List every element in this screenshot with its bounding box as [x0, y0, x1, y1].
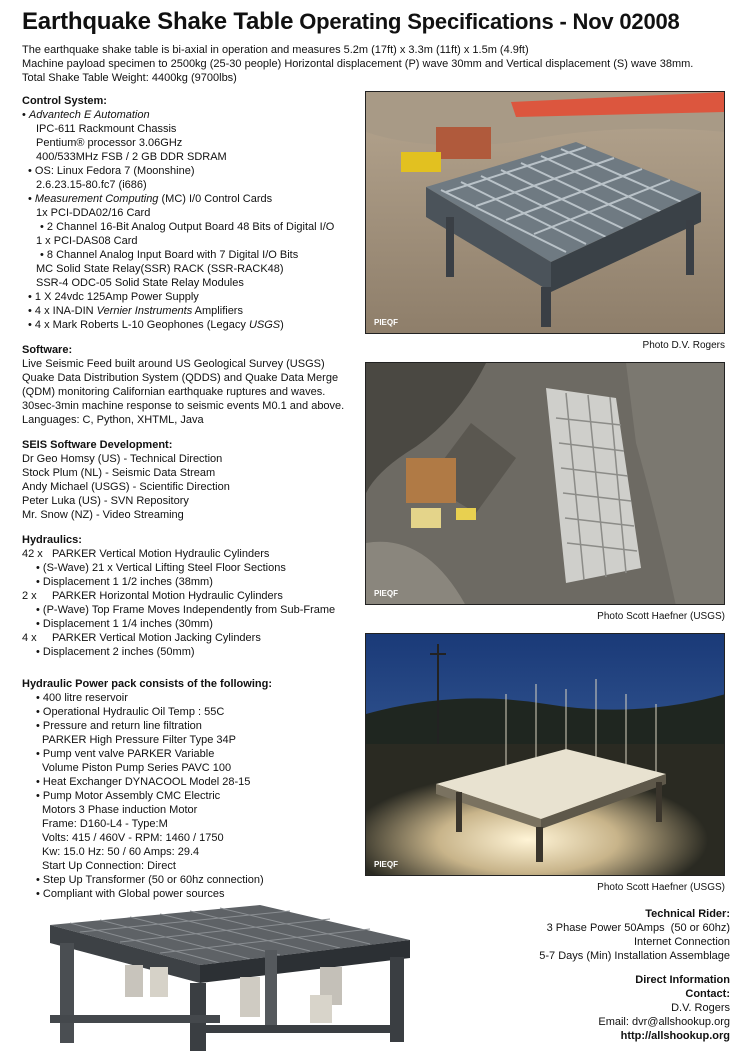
- powerpack-line: • Compliant with Global power sources: [22, 887, 367, 901]
- control-system-section: [22, 94, 367, 332]
- software-line: Quake Data Distribution System (QDDS) and Quake Data Merge: [22, 372, 339, 384]
- photo-tag: PIEQF: [374, 860, 399, 869]
- photo-aerial-view: [365, 362, 725, 605]
- hydraulics-heading: Hydraulics:: [22, 534, 82, 546]
- spec-line: 1x PCI-DDA02/16 Card: [36, 207, 151, 219]
- spec-column: [22, 94, 367, 912]
- intro-line: The earthquake shake table is bi-axial in operation and measures 5.2m (17ft) x 3.3m (11ft) x 1.5m (4.9ft): [22, 44, 529, 56]
- powerpack-line: Volume Piston Pump Series PAVC 100: [42, 762, 232, 774]
- photo-tag: PIEQF: [374, 589, 399, 598]
- hydraulics-section: [22, 533, 367, 659]
- spec-line: IPC-611 Rackmount Chassis: [36, 123, 177, 135]
- photo-caption: Photo D.V. Rogers: [642, 340, 725, 351]
- spec-line: • 2 Channel 16-Bit Analog Output Board 48 Bits of Digital I/O: [22, 220, 367, 234]
- powerpack-line: Start Up Connection: Direct: [42, 860, 176, 872]
- spec-line: • 1 X 24vdc 125Amp Power Supply: [22, 290, 367, 304]
- seis-person: Dr Geo Homsy (US) - Technical Direction: [22, 453, 223, 465]
- shake-table-render: [30, 895, 430, 1055]
- software-line: (QDM) monitoring Californian earthquake ruptures and waves.: [22, 386, 326, 398]
- spec-line: • OS: Linux Fedora 7 (Moonshine): [22, 164, 367, 178]
- contact-name: D.V. Rogers: [671, 1002, 730, 1014]
- hydraulics-line: • (S-Wave) 21 x Vertical Lifting Steel Floor Sections: [22, 561, 367, 575]
- technical-rider: [410, 907, 730, 1043]
- photo-night-view: [365, 633, 725, 876]
- seis-person: Mr. Snow (NZ) - Video Streaming: [22, 509, 184, 521]
- software-section: [22, 343, 367, 427]
- powerpack-line: • Pump Motor Assembly CMC Electric: [22, 789, 367, 803]
- contact-heading: Contact:: [685, 988, 730, 1000]
- powerpack-line: Frame: D160-L4 - Type:M: [42, 818, 168, 830]
- seis-person: Andy Michael (USGS) - Scientific Direction: [22, 481, 230, 493]
- software-heading: Software:: [22, 344, 73, 356]
- seis-section: [22, 438, 367, 522]
- powerpack-line: • Pressure and return line filtration: [22, 719, 367, 733]
- powerpack-line: Volts: 415 / 460V - RPM: 1460 / 1750: [42, 832, 224, 844]
- spec-line: • 8 Channel Analog Input Board with 7 Digital I/O Bits: [22, 248, 367, 262]
- powerpack-line: • 400 litre reservoir: [22, 691, 367, 705]
- powerpack-line: • Step Up Transformer (50 or 60hz connection): [22, 873, 367, 887]
- seis-heading: SEIS Software Development:: [22, 439, 173, 451]
- spec-line: • 4 x INA-DIN Vernier Instruments Amplifiers: [22, 304, 367, 318]
- powerpack-heading: Hydraulic Power pack consists of the following:: [22, 678, 272, 690]
- rider-heading: Technical Rider:: [645, 908, 730, 920]
- powerpack-line: PARKER High Pressure Filter Type 34P: [42, 734, 237, 746]
- photo-shake-table-site: [365, 91, 725, 334]
- title-main: Earthquake Shake Table: [22, 8, 294, 35]
- spec-line: SSR-4 ODC-05 Solid State Relay Modules: [36, 277, 244, 289]
- hydraulics-line: • Displacement 1 1/4 inches (30mm): [22, 617, 367, 631]
- rider-item: 5-7 Days (Min) Installation Assemblage: [539, 950, 730, 962]
- photo-caption: Photo Scott Haefner (USGS): [597, 611, 725, 622]
- seis-person: Peter Luka (US) - SVN Repository: [22, 495, 189, 507]
- contact-heading: Direct Information: [635, 974, 730, 986]
- powerpack-line: • Operational Hydraulic Oil Temp : 55C: [22, 705, 367, 719]
- page-title: [22, 8, 680, 36]
- intro: [22, 43, 742, 85]
- software-line: Live Seismic Feed built around US Geological Survey (USGS): [22, 358, 325, 370]
- intro-line: Total Shake Table Weight: 4400kg (9700lbs): [22, 72, 237, 84]
- hydraulics-line: • Displacement 1 1/2 inches (38mm): [22, 575, 367, 589]
- software-line: Languages: C, Python, XHTML, Java: [22, 414, 204, 426]
- spec-line: 2.6.23.15-80.fc7 (i686): [36, 179, 147, 191]
- spec-line: 400/533MHz FSB / 2 GB DDR SDRAM: [36, 151, 227, 163]
- powerpack-line: Kw: 15.0 Hz: 50 / 60 Amps: 29.4: [42, 846, 200, 858]
- spec-line: Pentium® processor 3.06GHz: [36, 137, 183, 149]
- title-sub: Operating Specifications - Nov 02008: [299, 9, 680, 34]
- contact-url[interactable]: http://allshookup.org: [620, 1030, 730, 1042]
- photo-caption: Photo Scott Haefner (USGS): [597, 882, 725, 893]
- photo-tag: PIEQF: [374, 318, 399, 327]
- hydraulics-line: • (P-Wave) Top Frame Moves Independently from Sub-Frame: [22, 603, 367, 617]
- rider-item: 3 Phase Power 50Amps (50 or 60hz): [546, 922, 730, 934]
- spec-line: • Advantech E Automation: [22, 108, 367, 122]
- software-line: 30sec-3min machine response to seismic events M0.1 and above.: [22, 400, 345, 412]
- hydraulics-line: 42 x PARKER Vertical Motion Hydraulic Cylinders: [22, 548, 270, 560]
- powerpack-line: Motors 3 Phase induction Motor: [42, 804, 198, 816]
- spec-line: • 4 x Mark Roberts L-10 Geophones (Legacy USGS): [22, 318, 367, 332]
- control-heading: Control System:: [22, 95, 107, 107]
- hydraulics-line: 4 x PARKER Vertical Motion Jacking Cylinders: [22, 632, 261, 644]
- spec-line: MC Solid State Relay(SSR) RACK (SSR-RACK48): [36, 263, 284, 275]
- seis-person: Stock Plum (NL) - Seismic Data Stream: [22, 467, 216, 479]
- powerpack-section: [22, 677, 367, 901]
- hydraulics-line: • Displacement 2 inches (50mm): [22, 645, 367, 659]
- hydraulics-line: 2 x PARKER Horizontal Motion Hydraulic Cylinders: [22, 590, 283, 602]
- contact-email[interactable]: Email: dvr@allshookup.org: [598, 1016, 730, 1028]
- spec-line: • Measurement Computing (MC) I/0 Control Cards: [22, 192, 367, 206]
- rider-item: Internet Connection: [633, 936, 730, 948]
- spec-line: 1 x PCI-DAS08 Card: [36, 235, 138, 247]
- powerpack-line: • Heat Exchanger DYNACOOL Model 28-15: [22, 775, 367, 789]
- powerpack-line: • Pump vent valve PARKER Variable: [22, 747, 367, 761]
- intro-line: Machine payload specimen to 2500kg (25-30 people) Horizontal displacement (P) wave 30mm and Vertical displacement (S) wave 38mm.: [22, 58, 694, 70]
